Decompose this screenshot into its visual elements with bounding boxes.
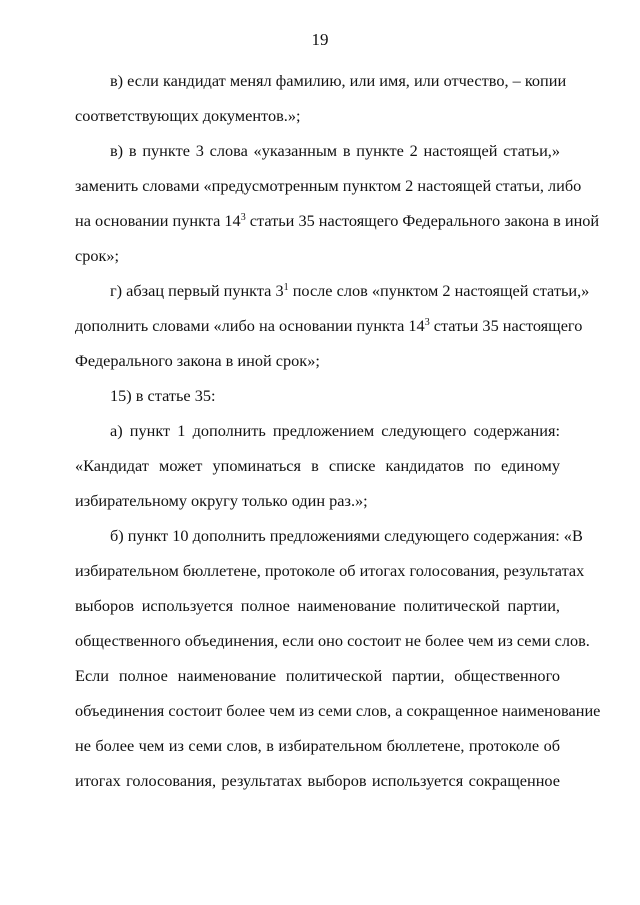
text-line: выборов используется полное наименование политической партии, <box>75 596 560 615</box>
text-line: Если полное наименование политической партии, общественного <box>75 666 560 685</box>
text-line: на основании пункта $14^3$ статьи 35 настоящего Федерального закона в иной <box>75 211 600 230</box>
text-line: не более чем из семи слов, в избирательном бюллетене, протоколе об <box>75 736 560 755</box>
text-line: в) в пункте 3 слова «указанным в пункте 2 настоящей статьи,» <box>110 141 560 160</box>
text-line: заменить словами «предусмотренным пунктом 2 настоящей статьи, либо <box>75 176 582 195</box>
text-line: г) абзац первый пункта $3^1$ после слов «пунктом 2 настоящей статьи,» <box>110 281 590 300</box>
text-line: 15) в статье 35: <box>110 386 216 405</box>
text-line: «Кандидат может упоминаться в списке кандидатов по единому <box>75 456 560 475</box>
text-line: срок»; <box>75 246 120 265</box>
text-line: соответствующих документов.»; <box>75 106 301 125</box>
text-line: Федерального закона в иной срок»; <box>75 351 320 370</box>
text-line: избирательному округу только один раз.»; <box>75 491 368 510</box>
page-number: 19 <box>311 30 329 49</box>
text-line: а) пункт 1 дополнить предложением следующего содержания: <box>110 421 560 440</box>
text-line: итогах голосования, результатах выборов используется сокращенное <box>75 771 560 790</box>
text-line: б) пункт 10 дополнить предложениями следующего содержания: «В <box>110 526 583 545</box>
text-line: избирательном бюллетене, протоколе об итогах голосования, результатах <box>75 561 585 580</box>
text-line: в) если кандидат менял фамилию, или имя, или отчество, – копии <box>110 71 567 90</box>
text-line: объединения состоит более чем из семи слов, а сокращенное наименование <box>75 701 601 720</box>
text-line: дополнить словами «либо на основании пункта $14^3$ статьи 35 настоящего <box>75 316 583 335</box>
text-line: общественного объединения, если оно состоит не более чем из семи слов. <box>75 631 590 650</box>
